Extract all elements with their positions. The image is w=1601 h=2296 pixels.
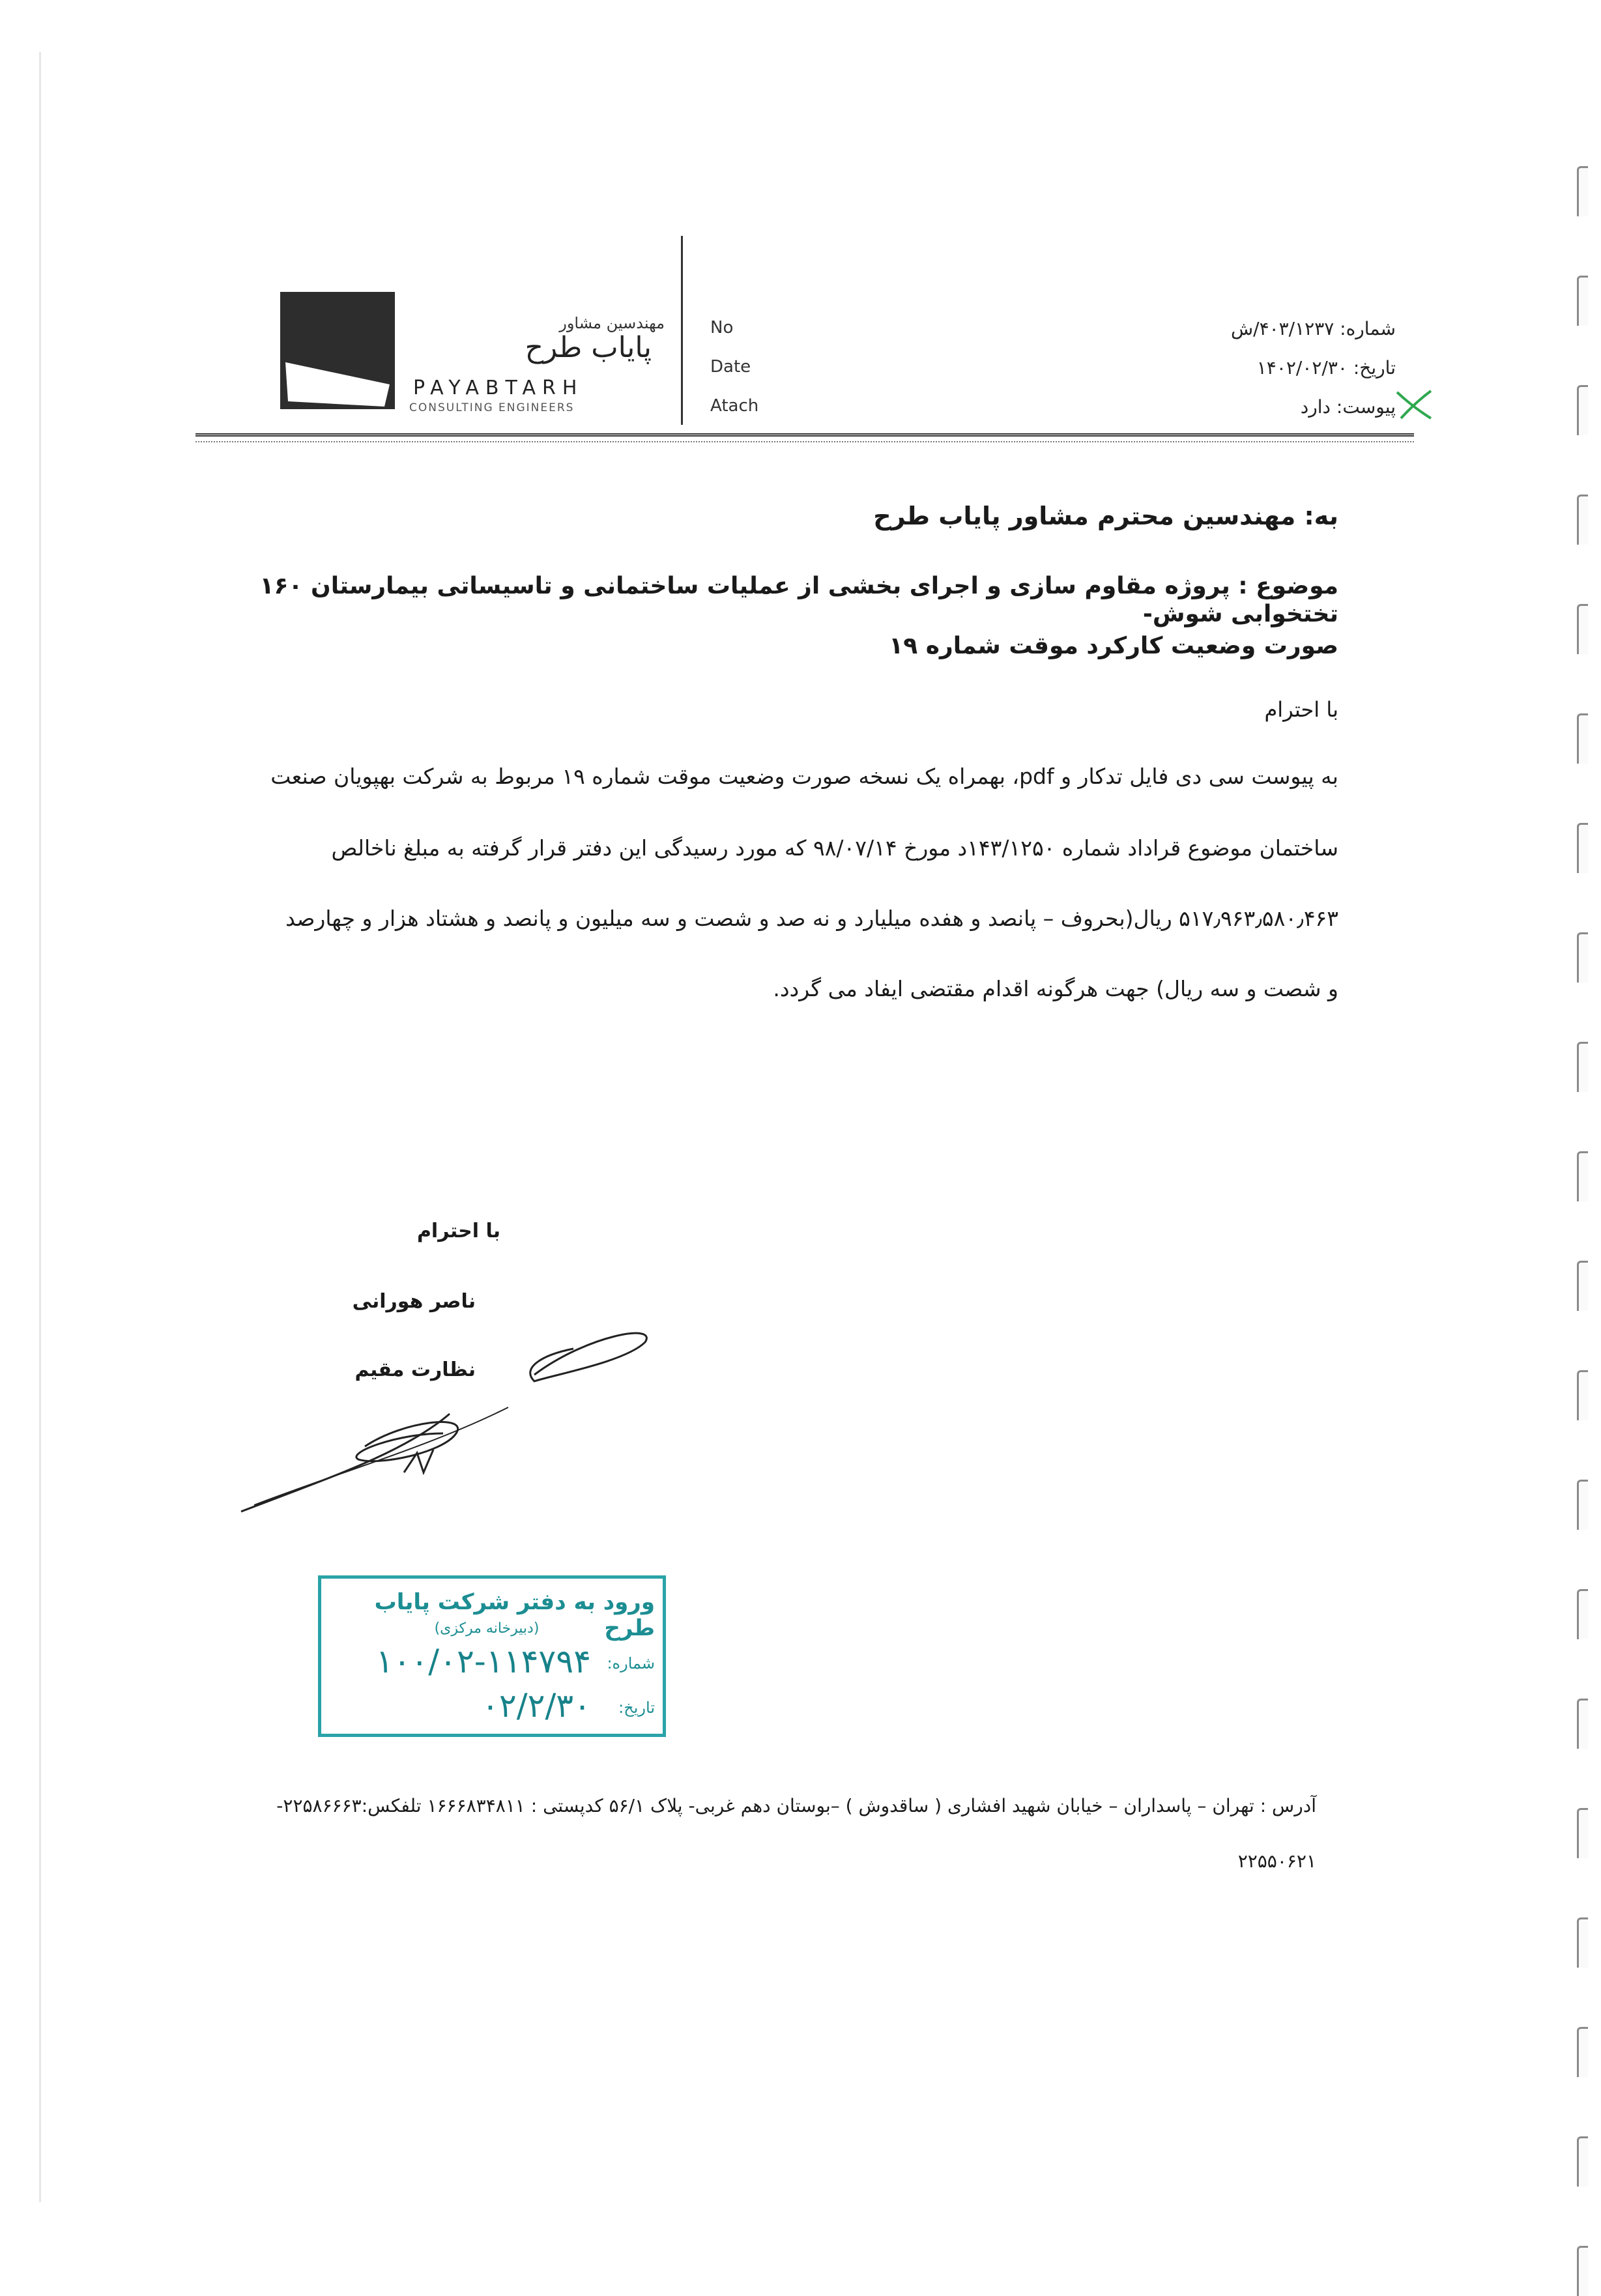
receipt-stamp bbox=[318, 1575, 666, 1737]
binder-mark bbox=[1577, 1917, 1588, 1968]
footer-address: آدرس : تهران – پاسداران – خیابان شهید افشاری ( ساقدوش ) –بوستان دهم غربی- پلاک ۵۶/۱ کدپستی : ۱۶۶۶۸۳۴۸۱۱ تلفکس:۲۲۵۸۶۶۶۳- bbox=[276, 1795, 1316, 1816]
brand-subtitle-fa: مهندسین مشاور bbox=[559, 314, 665, 332]
binder-mark bbox=[1577, 495, 1588, 545]
binder-mark bbox=[1577, 1808, 1588, 1858]
brand-name-fa: پایاب طرح bbox=[525, 331, 652, 364]
check-mark-icon bbox=[1394, 388, 1434, 423]
body-line: به پیوست سی دی فایل تدکار و pdf، بهمراه یک نسخه صورت وضعیت موقت شماره ۱۹ مربوط به شرکت بهپویان صنعت bbox=[270, 764, 1338, 789]
brand-subtitle-en: CONSULTING ENGINEERS bbox=[409, 401, 575, 414]
binder-mark bbox=[1577, 2136, 1588, 2187]
binder-mark bbox=[1577, 932, 1588, 983]
binder-mark bbox=[1577, 713, 1588, 764]
binder-mark bbox=[1577, 2246, 1588, 2296]
label-date: Date bbox=[710, 357, 751, 377]
addressee: به: مهندسین محترم مشاور پایاب طرح bbox=[873, 502, 1338, 530]
closing: با احترام bbox=[416, 1220, 500, 1242]
binder-mark bbox=[1577, 823, 1588, 873]
greeting: با احترام bbox=[1264, 697, 1338, 722]
signer-name: ناصر هورانی bbox=[352, 1290, 476, 1313]
letter-number: شماره: ۴۰۳/۱۲۳۷/ش bbox=[1230, 318, 1396, 339]
handwritten-signature bbox=[235, 1310, 665, 1527]
stamp-date-value: ۰۲/۲/۳۰ bbox=[482, 1687, 591, 1725]
binder-mark bbox=[1577, 385, 1588, 435]
binding-line bbox=[39, 52, 41, 2202]
subject-line-1: موضوع : پروژه مقاوم سازی و اجرای بخشی از عملیات ساختمانی و تاسیساتی بیمارستان ۱۶۰ تختخوابی شوش- bbox=[259, 573, 1338, 628]
binder-mark bbox=[1577, 1261, 1588, 1311]
binder-mark bbox=[1577, 1151, 1588, 1201]
header-rule-dotted bbox=[195, 441, 1414, 442]
letter-date: تاریخ: ۱۴۰۲/۰۲/۳۰ bbox=[1256, 357, 1396, 379]
footer-phone: ۲۲۵۵۰۶۲۱ bbox=[1237, 1850, 1316, 1872]
brand-name-en: PAYABTARH bbox=[413, 377, 584, 399]
header-rule bbox=[195, 433, 1414, 437]
stamp-number-value: ۱۰۰/۰۲-۱۱۴۷۹۴ bbox=[375, 1643, 591, 1680]
body-line: ۵۱۷٫۹۶۳٫۵۸۰٫۴۶۳ ریال(بحروف – پانصد و هفده میلیارد و نه صد و شصت و سه میلیون و پانصد و هشتاد هزار و چهارصد bbox=[285, 906, 1338, 931]
subject-line-2: صورت وضعیت کارکرد موقت شماره ۱۹ bbox=[889, 633, 1338, 659]
binder-mark bbox=[1577, 1589, 1588, 1639]
body-line: و شصت و سه ریال) جهت هرگونه اقدام مقتضی ایفاد می گردد. bbox=[773, 976, 1338, 1001]
body-line: ساختمان موضوع قراداد شماره ۱۴۳/۱۲۵۰د مورخ ۹۸/۰۷/۱۴ که مورد رسیدگی این دفتر قرار گرفته به مبلغ ناخالص bbox=[331, 835, 1338, 861]
logo-mark-icon bbox=[280, 292, 395, 409]
signer-title: نظارت مقیم bbox=[354, 1358, 476, 1381]
binder-mark bbox=[1577, 2027, 1588, 2077]
label-attach: Atach bbox=[710, 396, 759, 416]
letter-attachment: پیوست: دارد bbox=[1300, 396, 1396, 418]
stamp-title: ورود به دفتر شرکت پایاب طرح bbox=[374, 1589, 655, 1641]
binder-mark bbox=[1577, 604, 1588, 654]
stamp-date-label: تاریخ: bbox=[618, 1699, 655, 1717]
stamp-subtitle: (دبیرخانه مرکزی) bbox=[434, 1620, 540, 1637]
label-no: No bbox=[710, 318, 734, 337]
binder-mark bbox=[1577, 1699, 1588, 1749]
binder-mark bbox=[1577, 1042, 1588, 1092]
binder-mark bbox=[1577, 1480, 1588, 1530]
company-logo bbox=[280, 292, 395, 409]
stamp-number-label: شماره: bbox=[607, 1654, 655, 1672]
binder-mark bbox=[1577, 166, 1588, 216]
binder-mark bbox=[1577, 276, 1588, 326]
binder-edge bbox=[1562, 0, 1601, 2270]
binder-mark bbox=[1577, 1370, 1588, 1420]
header-divider bbox=[681, 236, 683, 425]
